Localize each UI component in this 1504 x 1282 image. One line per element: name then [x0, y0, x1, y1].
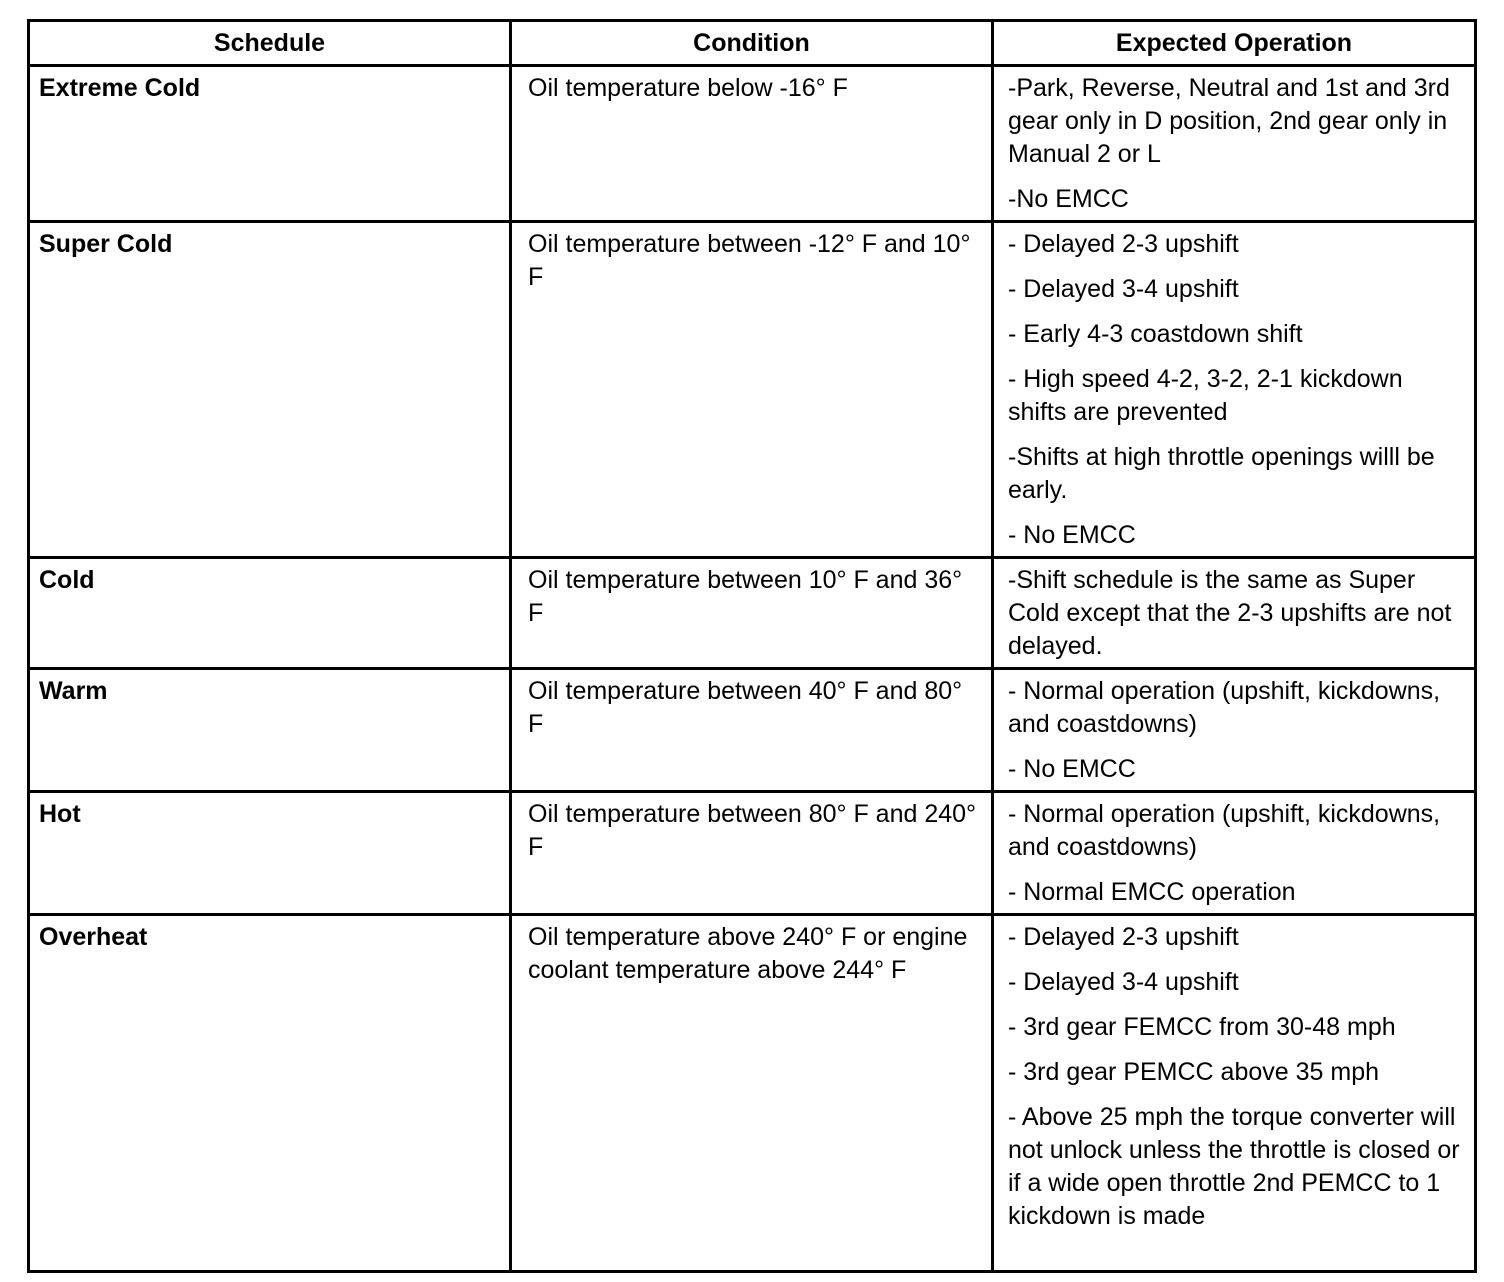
condition-cell: Oil temperature between 10° F and 36° F	[511, 558, 993, 669]
table-row	[29, 792, 1476, 915]
operation-item: - Normal EMCC operation	[1008, 878, 1296, 906]
condition-cell: Oil temperature between 80° F and 240° F	[511, 792, 993, 915]
operation-cell	[993, 792, 1476, 915]
operation-cell	[993, 66, 1476, 222]
condition-cell: Oil temperature above 240° F or engine coolant temperature above 244° F	[511, 915, 993, 1272]
operation-item: - Above 25 mph the torque converter will not unlock unless the throttle is closed or if a wide open throttle 2nd PEMCC to 1 kickdown is made	[1008, 1103, 1460, 1230]
table-row	[29, 915, 1476, 1272]
operation-cell	[993, 915, 1476, 1272]
operation-cell	[993, 558, 1476, 669]
table-row	[29, 669, 1476, 792]
operation-item: - Delayed 3-4 upshift	[1008, 275, 1239, 303]
schedule-cell: Hot	[29, 792, 511, 915]
operation-item: - Normal operation (upshift, kickdowns, and coastdowns)	[1008, 677, 1441, 738]
table-row	[29, 222, 1476, 558]
shift-schedule-table	[27, 19, 1477, 1273]
header-condition: Condition	[511, 21, 993, 66]
operation-item: - High speed 4-2, 3-2, 2-1 kickdown shifts are prevented	[1008, 365, 1403, 426]
schedule-cell: Extreme Cold	[29, 66, 511, 222]
condition-cell: Oil temperature below -16° F	[511, 66, 993, 222]
condition-cell: Oil temperature between -12° F and 10° F	[511, 222, 993, 558]
operation-item: -No EMCC	[1008, 185, 1129, 213]
schedule-cell: Warm	[29, 669, 511, 792]
header-row	[29, 21, 1476, 66]
operation-item: - Normal operation (upshift, kickdowns, and coastdowns)	[1008, 800, 1441, 861]
operation-item: - Delayed 2-3 upshift	[1008, 230, 1239, 258]
operation-item: -Shift schedule is the same as Super Cold except that the 2-3 upshifts are not delayed.	[1008, 566, 1452, 660]
operation-item: -Shifts at high throttle openings willl be early.	[1008, 443, 1435, 504]
header-expected-operation: Expected Operation	[993, 21, 1476, 66]
operation-item: - No EMCC	[1008, 521, 1136, 549]
operation-item: -Park, Reverse, Neutral and 1st and 3rd gear only in D position, 2nd gear only in Manual 2 or L	[1008, 74, 1450, 168]
operation-cell	[993, 669, 1476, 792]
operation-item: - Early 4-3 coastdown shift	[1008, 320, 1303, 348]
schedule-cell: Cold	[29, 558, 511, 669]
operation-cell	[993, 222, 1476, 558]
operation-item: - No EMCC	[1008, 755, 1136, 783]
schedule-cell: Overheat	[29, 915, 511, 1272]
operation-item: - Delayed 2-3 upshift	[1008, 923, 1239, 951]
table-row	[29, 558, 1476, 669]
operation-item: - Delayed 3-4 upshift	[1008, 968, 1239, 996]
operation-item: - 3rd gear FEMCC from 30-48 mph	[1008, 1013, 1396, 1041]
schedule-cell: Super Cold	[29, 222, 511, 558]
table-row	[29, 66, 1476, 222]
header-schedule: Schedule	[29, 21, 511, 66]
operation-item: - 3rd gear PEMCC above 35 mph	[1008, 1058, 1380, 1086]
condition-cell: Oil temperature between 40° F and 80° F	[511, 669, 993, 792]
